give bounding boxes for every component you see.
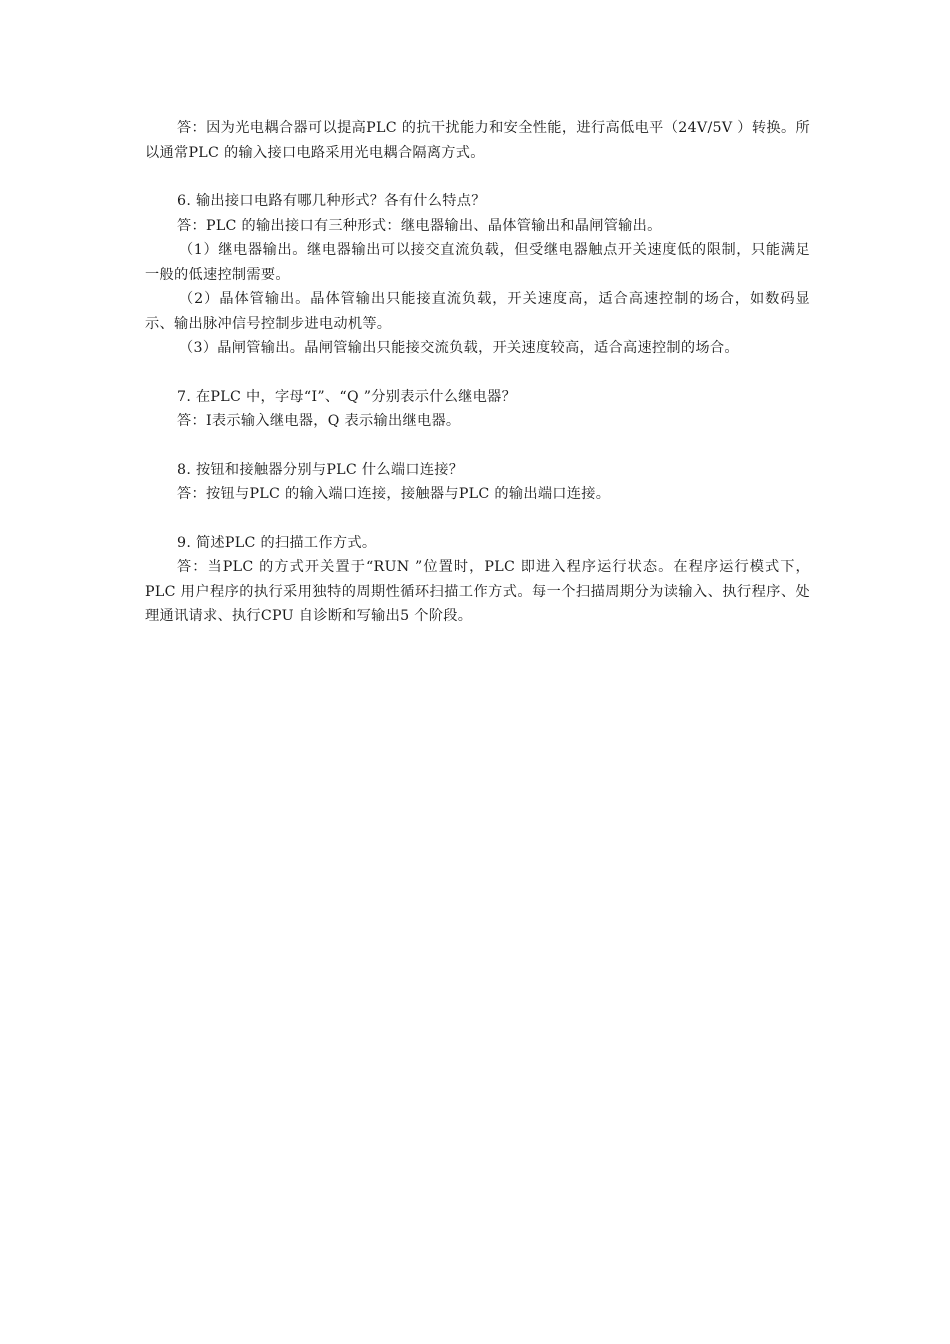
q6-answer: 答：PLC 的输出接口有三种形式：继电器输出、晶体管输出和晶闸管输出。 [177,217,662,234]
q8-answer: 答：按钮与PLC 的输入端口连接，接触器与PLC 的输出端口连接。 [177,486,611,502]
q6-item-1: （1）继电器输出。继电器输出可以接交直流负载，但受继电器触点开关速度低的限制，只能满足一般的低速控制需要。 [145,242,810,283]
q9-answer: 答：当PLC 的方式开关置于“RUN ”位置时，PLC 即进入程序运行状态。在程序运行模式下，PLC 用户程序的执行采用独特的周期性循环扫描工作方式。每一个扫描周期分为读输入、执行程序、处理通讯请求、执行CPU 自诊断和写输出5 个阶段。 [145,559,810,624]
q9-question: 9. 简述PLC 的扫描工作方式。 [177,534,377,551]
q6-item-3: （3）晶闸管输出。晶闸管输出只能接交流负载，开关速度较高，适合高速控制的场合。 [179,340,739,356]
document-page [145,116,810,629]
spacer [145,434,810,458]
q6-question: 6. 输出接口电路有哪几种形式？各有什么特点？ [177,193,486,209]
q6-item-2: （2）晶体管输出。晶体管输出只能接直流负载，开关速度高，适合高速控制的场合，如数码显示、输出脉冲信号控制步进电动机等。 [145,291,810,332]
spacer [145,361,810,385]
spacer [145,165,810,189]
q7-answer: 答：I表示输入继电器，Q 表示输出继电器。 [177,413,461,429]
q8-question: 8. 按钮和接触器分别与PLC 什么端口连接？ [177,461,464,478]
spacer [145,507,810,531]
q5-answer: 答：因为光电耦合器可以提高PLC 的抗干扰能力和安全性能，进行高低电平（24V/5V ）转换。所以通常PLC 的输入接口电路采用光电耦合隔离方式。 [145,120,810,161]
q7-question: 7. 在PLC 中，字母“I”、“Q ”分别表示什么继电器？ [177,388,517,405]
